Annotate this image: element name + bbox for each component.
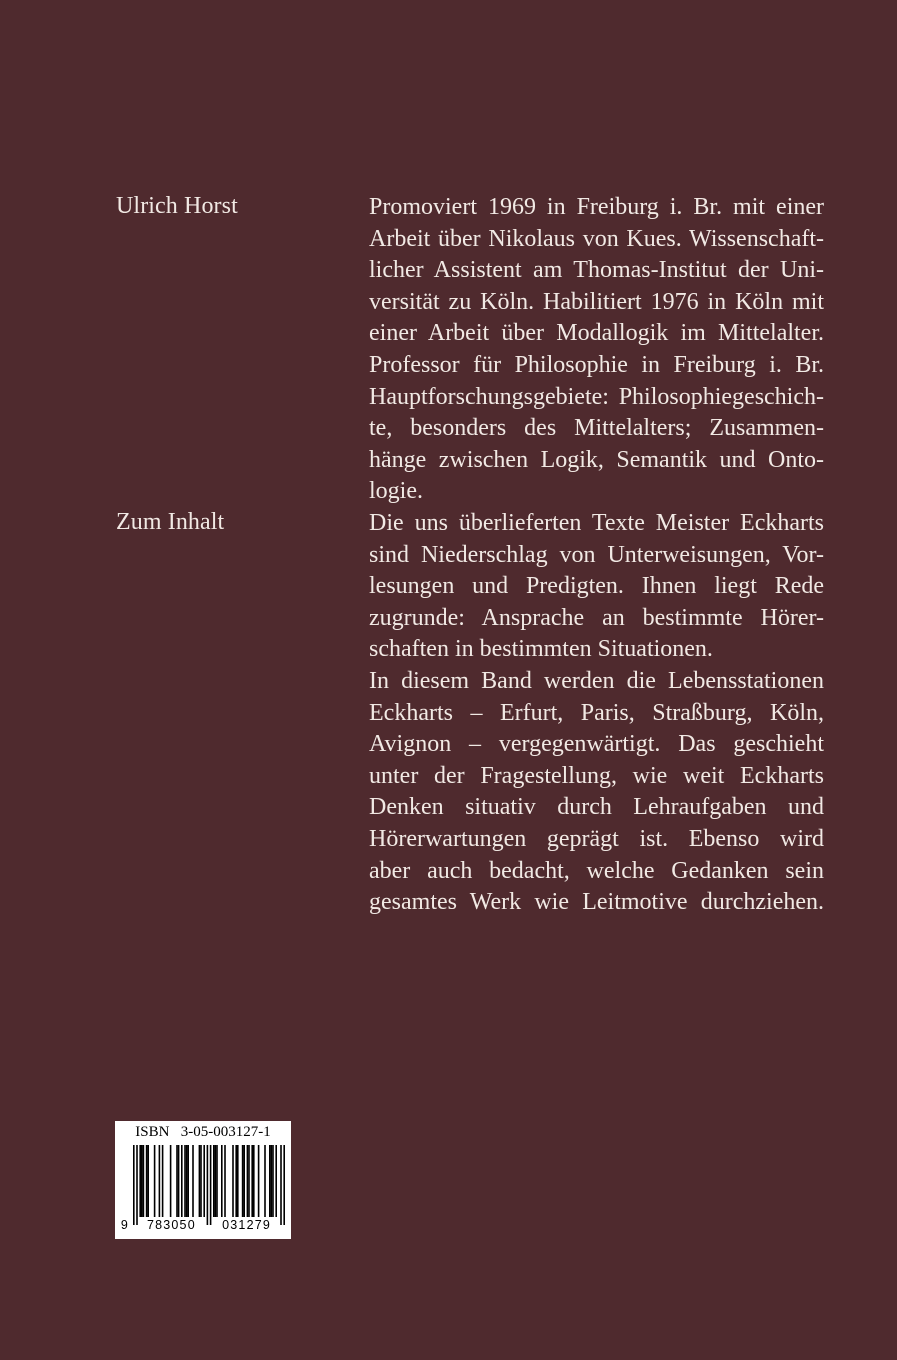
barcode-bar	[159, 1145, 161, 1217]
barcode-bar	[269, 1145, 271, 1217]
content-line: gesamtes Werk wie Leitmotive durchziehen.	[369, 889, 824, 916]
bio-line: versität zu Köln. Habilitiert 1976 in Köln mit	[369, 288, 824, 315]
barcode-bar	[184, 1145, 186, 1217]
barcode-bar	[154, 1145, 156, 1217]
barcode-bar	[133, 1145, 135, 1225]
content-line: Denken situativ durch Lehraufgaben und	[369, 794, 824, 821]
barcode-bar	[235, 1145, 237, 1217]
barcode-bar	[200, 1145, 202, 1217]
barcode-bar	[253, 1145, 255, 1217]
barcode-bar	[213, 1145, 215, 1217]
content-line: Hörerwartungen geprägt ist. Ebenso wird	[369, 825, 824, 852]
barcode-bar	[147, 1145, 149, 1217]
barcode-bar	[178, 1145, 180, 1217]
barcode-bar	[162, 1145, 164, 1217]
isbn-barcode	[115, 1121, 291, 1239]
barcode-bar	[283, 1145, 285, 1225]
barcode-bar	[143, 1145, 145, 1217]
barcode-bar	[221, 1145, 223, 1217]
barcode-digits: 783050	[146, 1218, 196, 1232]
content-line: Avignon – vergegenwärtigt. Das geschieht	[369, 731, 824, 758]
barcode-bar	[264, 1145, 266, 1217]
barcode-digits: 031279	[222, 1218, 272, 1232]
bio-line: Professor für Philosophie in Freiburg i. Br.	[369, 351, 824, 378]
author-bio	[369, 192, 824, 508]
barcode-bar	[207, 1145, 209, 1225]
barcode-bar	[237, 1145, 239, 1217]
bio-line: Promoviert 1969 in Freiburg i. Br. mit einer	[369, 194, 824, 220]
barcode-bar	[136, 1145, 138, 1225]
barcode-bar	[139, 1145, 141, 1217]
author-name: Ulrich Horst	[116, 193, 238, 219]
barcode-bar	[272, 1145, 274, 1217]
bio-line: te, besonders des Mittelalters; Zusammen-	[369, 415, 824, 442]
barcode-bar	[210, 1145, 212, 1225]
barcode-bar	[176, 1145, 178, 1217]
bio-line: Hauptforschungsgebiete: Philosophiegeschich-	[369, 383, 824, 410]
content-line: Die uns überlieferten Texte Meister Eckharts	[369, 510, 824, 536]
bio-line: einer Arbeit über Modallogik im Mittelalter.	[369, 320, 824, 347]
barcode-bar	[271, 1145, 273, 1217]
barcode-bar	[243, 1145, 245, 1217]
barcode-bar	[192, 1145, 194, 1217]
content-line: schaften in bestimmten Situationen.	[369, 636, 713, 663]
content-heading: Zum Inhalt	[116, 509, 225, 535]
barcode-digits: 9	[120, 1218, 129, 1232]
bio-line: Arbeit über Nikolaus von Kues. Wissenschaft-	[369, 225, 824, 252]
barcode-bar	[248, 1145, 250, 1217]
barcode-bar	[251, 1145, 253, 1217]
barcode-bar	[181, 1145, 183, 1217]
barcode-bar	[224, 1145, 226, 1217]
bio-line: hänge zwischen Logik, Semantik und Onto-	[369, 446, 824, 473]
barcode-bar	[247, 1145, 249, 1217]
barcode-graphic	[115, 1121, 291, 1239]
barcode-bar	[258, 1145, 260, 1217]
content-line: sind Niederschlag von Unterweisungen, Vor-	[369, 541, 824, 568]
barcode-bar	[242, 1145, 244, 1217]
barcode-bar	[216, 1145, 218, 1217]
barcode-bar	[203, 1145, 205, 1217]
barcode-bar	[141, 1145, 143, 1217]
barcode-bar	[146, 1145, 148, 1217]
isbn-label: ISBN 3-05-003127-1	[135, 1124, 271, 1140]
bio-line: licher Assistent am Thomas-Institut der Uni-	[369, 257, 824, 284]
barcode-bar	[187, 1145, 189, 1217]
barcode-bar	[186, 1145, 188, 1217]
barcode-bar	[280, 1145, 282, 1225]
barcode-bar	[232, 1145, 234, 1217]
content-line: lesungen und Predigten. Ihnen liegt Rede	[369, 573, 824, 600]
content-description	[369, 508, 824, 919]
content-line: unter der Fragestellung, wie weit Eckharts	[369, 762, 824, 789]
barcode-bar	[170, 1145, 172, 1217]
content-line: aber auch bedacht, welche Gedanken sein	[369, 857, 824, 884]
barcode-bar	[215, 1145, 217, 1217]
barcode-bar	[275, 1145, 277, 1217]
content-line: zugrunde: Ansprache an bestimmte Hörer-	[369, 604, 824, 631]
barcode-bar	[199, 1145, 201, 1217]
bio-line: logie.	[369, 478, 423, 505]
content-line: Eckharts – Erfurt, Paris, Straßburg, Köln,	[369, 699, 824, 726]
content-line: In diesem Band werden die Lebensstationen	[369, 667, 824, 694]
